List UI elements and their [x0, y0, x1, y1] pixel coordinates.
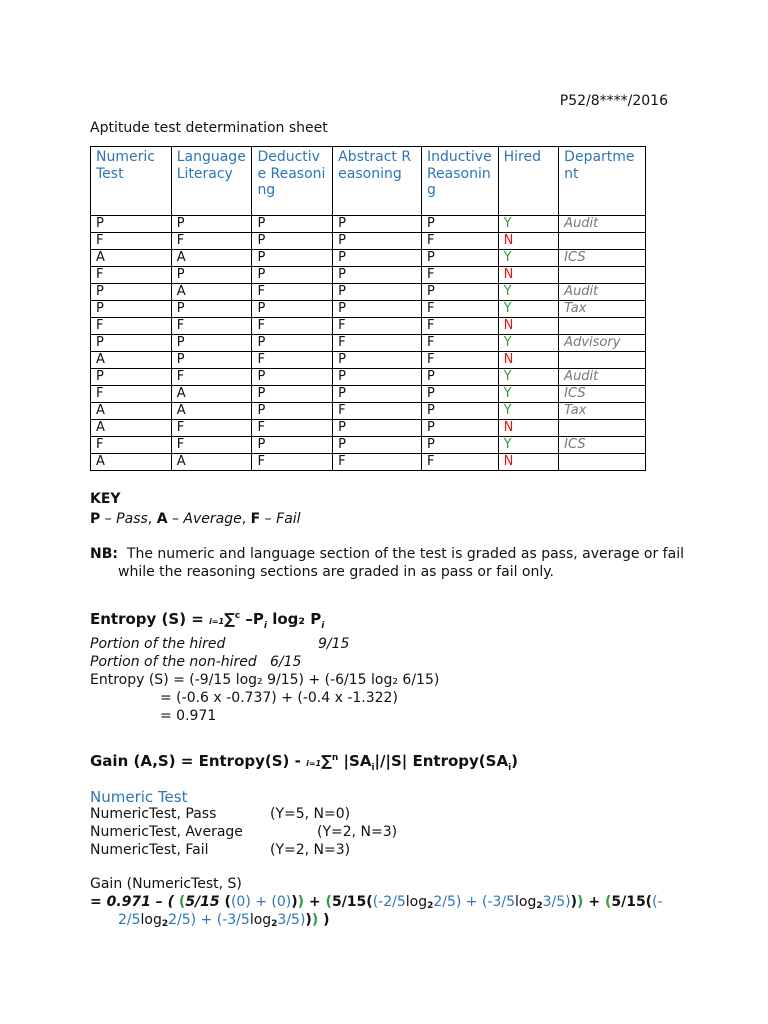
header-deductive-reasoning: Deductive Reasoning — [252, 147, 333, 216]
entropy-calc-1: Entropy (S) = (-9/15 log₂ 9/15) + (-6/15 log₂ 6/15) — [90, 672, 440, 688]
gain-heading: Gain (A,S) = Entropy(S) - i=1∑$^n$ $|SA_i|/|S|$ $Entropy(SA_i)$ — [90, 752, 519, 773]
cell-abstract-reasoning: F — [333, 318, 422, 335]
cell-numeric-test: P — [91, 301, 172, 318]
cell-deductive-reasoning: P — [252, 267, 333, 284]
cell-abstract-reasoning: P — [333, 352, 422, 369]
cell-department: ICS — [559, 386, 646, 403]
cell-hired: Y — [498, 369, 559, 386]
cell-department: Tax — [559, 403, 646, 420]
cell-language-literacy: P — [171, 267, 252, 284]
numeric-test-heading: Numeric Test — [90, 788, 188, 806]
cell-inductive-reasoning: P — [421, 284, 498, 301]
cell-inductive-reasoning: F — [421, 318, 498, 335]
table-row — [91, 335, 646, 352]
cell-deductive-reasoning: P — [252, 335, 333, 352]
key-p-text: – Pass — [100, 511, 148, 527]
cell-deductive-reasoning: F — [252, 420, 333, 437]
gain-numeric-label: Gain (NumericTest, S) — [90, 876, 242, 892]
cell-abstract-reasoning: P — [333, 216, 422, 233]
cell-deductive-reasoning: P — [252, 386, 333, 403]
cell-department — [559, 420, 646, 437]
cell-language-literacy: F — [171, 437, 252, 454]
cell-abstract-reasoning: P — [333, 369, 422, 386]
cell-abstract-reasoning: P — [333, 437, 422, 454]
cell-hired: Y — [498, 335, 559, 352]
header-hired: Hired — [498, 147, 559, 216]
cell-language-literacy: P — [171, 335, 252, 352]
cell-hired: N — [498, 454, 559, 471]
cell-hired: N — [498, 420, 559, 437]
header-abstract-reasoning: Abstract Reasoning — [333, 147, 422, 216]
cell-abstract-reasoning: F — [333, 403, 422, 420]
cell-numeric-test: F — [91, 386, 172, 403]
cell-numeric-test: A — [91, 420, 172, 437]
entropy-calc-2: = (-0.6 x -0.737) + (-0.4 x -1.322) — [160, 690, 398, 706]
header-language-literacy: Language Literacy — [171, 147, 252, 216]
cell-numeric-test: P — [91, 335, 172, 352]
table-row — [91, 216, 646, 233]
cell-inductive-reasoning: P — [421, 437, 498, 454]
cell-hired: Y — [498, 284, 559, 301]
cell-language-literacy: F — [171, 369, 252, 386]
table-row — [91, 250, 646, 267]
cell-inductive-reasoning: F — [421, 267, 498, 284]
nb-line-1 — [90, 546, 684, 562]
cell-numeric-test: A — [91, 403, 172, 420]
cell-inductive-reasoning: P — [421, 420, 498, 437]
cell-department: Audit — [559, 216, 646, 233]
cell-language-literacy: A — [171, 403, 252, 420]
cell-deductive-reasoning: P — [252, 250, 333, 267]
cell-hired: Y — [498, 437, 559, 454]
table-row — [91, 369, 646, 386]
cell-deductive-reasoning: P — [252, 403, 333, 420]
cell-hired: N — [498, 318, 559, 335]
reference-number: P52/8****/2016 — [559, 93, 668, 109]
key-legend: P – Pass, A – Average, F – Fail — [90, 511, 301, 527]
table-row — [91, 233, 646, 250]
cell-department: Tax — [559, 301, 646, 318]
nonhired-portion: Portion of the non-hired 6/15 — [90, 654, 302, 670]
cell-abstract-reasoning: P — [333, 233, 422, 250]
table-row — [91, 386, 646, 403]
sheet-title: Aptitude test determination sheet — [90, 120, 328, 136]
cell-hired: Y — [498, 301, 559, 318]
cell-inductive-reasoning: P — [421, 250, 498, 267]
cell-hired: N — [498, 352, 559, 369]
cell-numeric-test: A — [91, 352, 172, 369]
cell-abstract-reasoning: F — [333, 454, 422, 471]
cell-hired: N — [498, 267, 559, 284]
cell-numeric-test: F — [91, 233, 172, 250]
cell-abstract-reasoning: F — [333, 335, 422, 352]
cell-deductive-reasoning: P — [252, 437, 333, 454]
cell-inductive-reasoning: P — [421, 403, 498, 420]
cell-department — [559, 233, 646, 250]
cell-department — [559, 318, 646, 335]
cell-numeric-test: F — [91, 437, 172, 454]
cell-inductive-reasoning: F — [421, 233, 498, 250]
key-p-letter: P — [90, 511, 101, 527]
cell-language-literacy: A — [171, 454, 252, 471]
cell-language-literacy: F — [171, 318, 252, 335]
gain-formula-line-2: 2/5log22/5) + (-3/5log23/5))) ) — [118, 912, 330, 929]
numeric-average: NumericTest, Average (Y=2, N=3) — [90, 824, 398, 840]
entropy-heading: Entropy (S) = i=1∑$^c$ $-P_i$ log₂ $P_i$ — [90, 610, 325, 631]
header-numeric-test: Numeric Test — [91, 147, 172, 216]
cell-department: Advisory — [559, 335, 646, 352]
cell-deductive-reasoning: F — [252, 454, 333, 471]
table-row — [91, 454, 646, 471]
nb-text-1: The numeric and language section of the test is graded as pass, average or fail — [126, 546, 684, 562]
key-a-text: – Average — [167, 511, 242, 527]
cell-department: ICS — [559, 437, 646, 454]
cell-deductive-reasoning: P — [252, 369, 333, 386]
entropy-calc-3: = 0.971 — [160, 708, 217, 724]
cell-department — [559, 454, 646, 471]
key-a-letter: A — [156, 511, 168, 527]
table-row — [91, 318, 646, 335]
cell-abstract-reasoning: P — [333, 301, 422, 318]
cell-department — [559, 352, 646, 369]
table-row — [91, 301, 646, 318]
cell-language-literacy: F — [171, 233, 252, 250]
cell-deductive-reasoning: P — [252, 233, 333, 250]
cell-language-literacy: P — [171, 216, 252, 233]
cell-department — [559, 267, 646, 284]
cell-language-literacy: P — [171, 301, 252, 318]
cell-hired: Y — [498, 386, 559, 403]
aptitude-table — [90, 146, 646, 471]
cell-deductive-reasoning: F — [252, 318, 333, 335]
key-f-letter: F — [250, 511, 261, 527]
table-row — [91, 420, 646, 437]
table-row — [91, 437, 646, 454]
table-header-row — [91, 147, 646, 216]
cell-hired: Y — [498, 216, 559, 233]
cell-department: Audit — [559, 284, 646, 301]
cell-abstract-reasoning: P — [333, 267, 422, 284]
cell-hired: N — [498, 233, 559, 250]
cell-inductive-reasoning: P — [421, 386, 498, 403]
cell-inductive-reasoning: P — [421, 216, 498, 233]
nb-label: NB: — [90, 546, 118, 562]
cell-deductive-reasoning: F — [252, 352, 333, 369]
cell-abstract-reasoning: P — [333, 386, 422, 403]
cell-numeric-test: P — [91, 284, 172, 301]
cell-numeric-test: P — [91, 216, 172, 233]
cell-numeric-test: P — [91, 369, 172, 386]
cell-hired: Y — [498, 250, 559, 267]
cell-inductive-reasoning: F — [421, 301, 498, 318]
key-f-text: – Fail — [260, 511, 301, 527]
hired-portion: Portion of the hired 9/15 — [90, 636, 350, 652]
numeric-pass: NumericTest, Pass (Y=5, N=0) — [90, 806, 351, 822]
cell-department: ICS — [559, 250, 646, 267]
cell-language-literacy: A — [171, 386, 252, 403]
cell-department: Audit — [559, 369, 646, 386]
gain-formula-line-1: = 0.971 – ( (5/15 ((0) + (0))) + (5/15((-2/5log22/5) + (-3/5log23/5))) + (5/15((- — [90, 894, 663, 911]
cell-language-literacy: A — [171, 250, 252, 267]
cell-numeric-test: A — [91, 250, 172, 267]
cell-numeric-test: F — [91, 318, 172, 335]
cell-numeric-test: F — [91, 267, 172, 284]
cell-language-literacy: F — [171, 420, 252, 437]
cell-language-literacy: A — [171, 284, 252, 301]
key-title: KEY — [90, 491, 121, 507]
cell-inductive-reasoning: P — [421, 369, 498, 386]
cell-numeric-test: A — [91, 454, 172, 471]
cell-deductive-reasoning: P — [252, 216, 333, 233]
cell-inductive-reasoning: F — [421, 454, 498, 471]
cell-hired: Y — [498, 403, 559, 420]
cell-abstract-reasoning: P — [333, 250, 422, 267]
table-row — [91, 284, 646, 301]
cell-abstract-reasoning: P — [333, 420, 422, 437]
nb-text-2: while the reasoning sections are graded in as pass or fail only. — [118, 564, 554, 580]
cell-language-literacy: P — [171, 352, 252, 369]
cell-deductive-reasoning: P — [252, 301, 333, 318]
cell-inductive-reasoning: F — [421, 335, 498, 352]
header-department: Department — [559, 147, 646, 216]
header-inductive-reasoning: Inductive Reasoning — [421, 147, 498, 216]
table-row — [91, 403, 646, 420]
cell-abstract-reasoning: P — [333, 284, 422, 301]
cell-inductive-reasoning: F — [421, 352, 498, 369]
table-row — [91, 352, 646, 369]
cell-deductive-reasoning: F — [252, 284, 333, 301]
numeric-fail: NumericTest, Fail (Y=2, N=3) — [90, 842, 351, 858]
table-row — [91, 267, 646, 284]
